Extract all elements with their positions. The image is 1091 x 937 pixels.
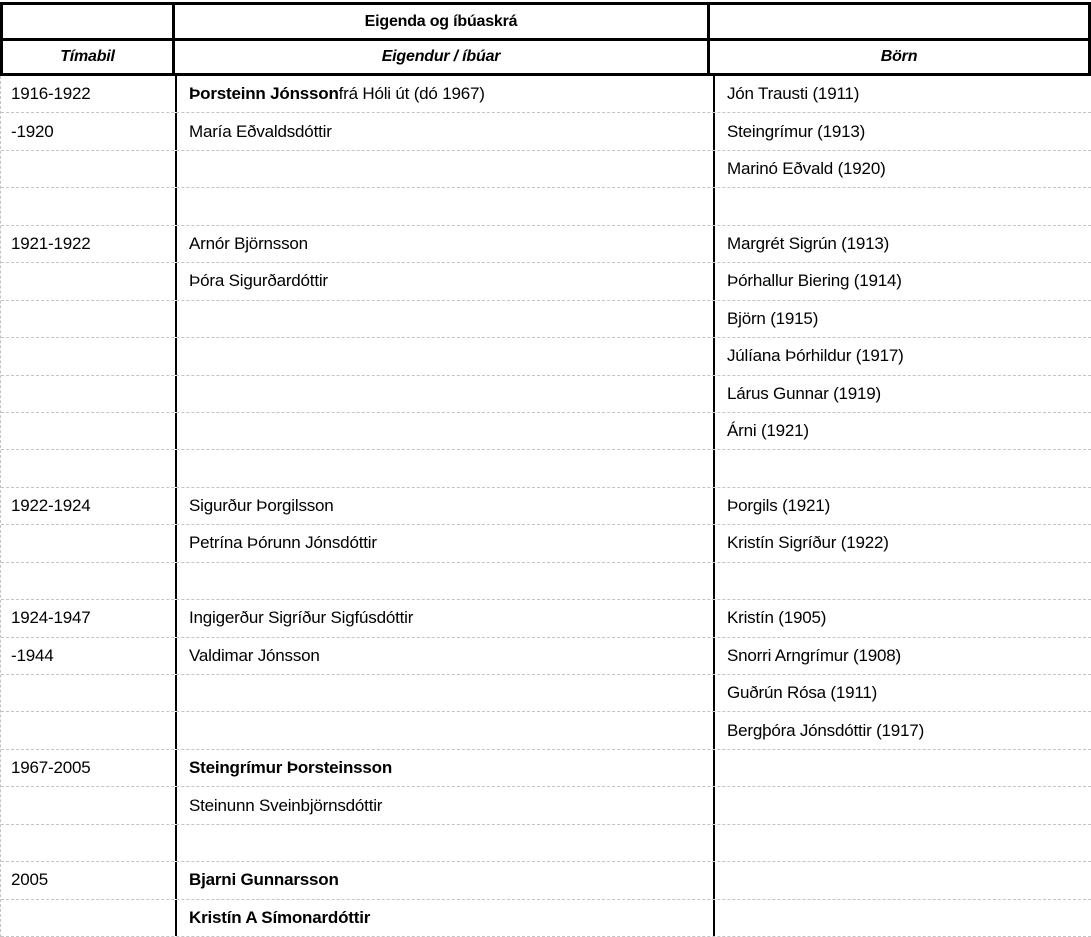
table-row	[1, 113, 1091, 150]
cell-born[interactable]	[713, 263, 1091, 299]
cell-timabil[interactable]	[1, 525, 175, 561]
child-name: Árni (1921)	[727, 421, 809, 441]
cell-timabil[interactable]	[1, 188, 175, 224]
cell-born[interactable]	[713, 563, 1091, 599]
period-text: 2005	[11, 870, 49, 890]
owner-name: Valdimar Jónsson	[189, 645, 320, 665]
table-row	[1, 188, 1091, 225]
cell-born[interactable]	[713, 525, 1091, 561]
cell-timabil[interactable]	[1, 600, 175, 636]
cell-eigendur[interactable]	[175, 563, 713, 599]
cell-eigendur[interactable]	[175, 263, 713, 299]
cell-born[interactable]	[713, 712, 1091, 748]
cell-born[interactable]	[713, 900, 1091, 936]
table-row	[1, 900, 1091, 937]
table-row	[1, 488, 1091, 525]
owner-name: María Eðvaldsdóttir	[189, 121, 332, 141]
cell-eigendur[interactable]	[175, 76, 713, 112]
cell-born[interactable]	[713, 862, 1091, 898]
table-row	[1, 376, 1091, 413]
cell-timabil[interactable]	[1, 675, 175, 711]
table-row	[1, 450, 1091, 487]
cell-timabil[interactable]	[1, 338, 175, 374]
cell-eigendur[interactable]	[175, 113, 713, 149]
cell-timabil[interactable]	[1, 76, 175, 112]
owner-name: Sigurður Þorgilsson	[189, 496, 334, 516]
cell-eigendur[interactable]	[175, 450, 713, 486]
cell-eigendur[interactable]	[175, 338, 713, 374]
cell-born[interactable]	[713, 638, 1091, 674]
child-name: Snorri Arngrímur (1908)	[727, 645, 901, 665]
cell-born[interactable]	[713, 76, 1091, 112]
column-header-eigendur[interactable]	[175, 41, 710, 73]
cell-born[interactable]	[713, 376, 1091, 412]
owner-name-bold: Þorsteinn Jónsson	[189, 84, 339, 104]
cell-eigendur[interactable]	[175, 900, 713, 936]
table-row	[1, 712, 1091, 749]
cell-timabil[interactable]	[1, 376, 175, 412]
table-row	[1, 301, 1091, 338]
cell-timabil[interactable]	[1, 787, 175, 823]
cell-born[interactable]	[713, 338, 1091, 374]
cell-eigendur[interactable]	[175, 151, 713, 187]
cell-born[interactable]	[713, 825, 1091, 861]
cell-eigendur[interactable]	[175, 188, 713, 224]
cell-born[interactable]	[713, 151, 1091, 187]
table-row	[1, 600, 1091, 637]
cell-eigendur[interactable]	[175, 600, 713, 636]
cell-timabil[interactable]	[1, 263, 175, 299]
cell-timabil[interactable]	[1, 638, 175, 674]
owner-name: Petrína Þórunn Jónsdóttir	[189, 533, 377, 553]
table-row	[1, 862, 1091, 899]
table-row	[1, 525, 1091, 562]
cell-eigendur[interactable]	[175, 750, 713, 786]
period-text: -1944	[11, 645, 54, 665]
cell-timabil[interactable]	[1, 750, 175, 786]
cell-timabil[interactable]	[1, 862, 175, 898]
child-name: Marinó Eðvald (1920)	[727, 159, 886, 179]
cell-timabil[interactable]	[1, 900, 175, 936]
cell-eigendur[interactable]	[175, 712, 713, 748]
cell-timabil[interactable]	[1, 151, 175, 187]
cell-timabil[interactable]	[1, 413, 175, 449]
table-row	[1, 638, 1091, 675]
child-name: Kristín (1905)	[727, 608, 827, 628]
table-row	[1, 675, 1091, 712]
period-text: -1920	[11, 121, 54, 141]
owner-name-bold: Kristín A Símonardóttir	[189, 907, 371, 927]
cell-timabil[interactable]	[1, 563, 175, 599]
owner-name-bold: Steingrímur Þorsteinsson	[189, 758, 393, 778]
period-text: 1967-2005	[11, 758, 91, 778]
header-blank-right-cell[interactable]	[710, 5, 1088, 41]
child-name: Þorgils (1921)	[727, 496, 831, 516]
cell-eigendur[interactable]	[175, 488, 713, 524]
cell-timabil[interactable]	[1, 113, 175, 149]
table-row	[1, 338, 1091, 375]
table-row	[1, 787, 1091, 824]
table-body	[0, 76, 1091, 937]
table-row	[1, 750, 1091, 787]
table-title: Eigenda og íbúaskrá	[364, 12, 518, 30]
cell-eigendur[interactable]	[175, 787, 713, 823]
cell-born[interactable]	[713, 301, 1091, 337]
table-row	[1, 226, 1091, 263]
cell-timabil[interactable]	[1, 450, 175, 486]
period-text: 1924-1947	[11, 608, 91, 628]
cell-timabil[interactable]	[1, 712, 175, 748]
cell-born[interactable]	[713, 675, 1091, 711]
owner-name: Steinunn Sveinbjörnsdóttir	[189, 795, 383, 815]
cell-timabil[interactable]	[1, 825, 175, 861]
period-text: 1922-1924	[11, 496, 91, 516]
table-header	[0, 2, 1091, 76]
cell-born[interactable]	[713, 750, 1091, 786]
table-title-cell[interactable]	[175, 5, 710, 41]
column-header-timabil-label: Tímabil	[60, 48, 115, 65]
table-row	[1, 76, 1091, 113]
cell-timabil[interactable]	[1, 488, 175, 524]
cell-born[interactable]	[713, 413, 1091, 449]
owner-name-bold: Bjarni Gunnarsson	[189, 870, 339, 890]
child-name: Jón Trausti (1911)	[727, 84, 860, 104]
header-blank-left-cell[interactable]	[3, 5, 175, 41]
cell-born[interactable]	[713, 488, 1091, 524]
cell-timabil[interactable]	[1, 301, 175, 337]
period-text: 1921-1922	[11, 233, 91, 253]
cell-born[interactable]	[713, 450, 1091, 486]
child-name: Lárus Gunnar (1919)	[727, 383, 882, 403]
child-name: Kristín Sigríður (1922)	[727, 533, 889, 553]
owner-name: Ingigerður Sigríður Sigfúsdóttir	[189, 608, 414, 628]
column-header-born-label: Börn	[880, 48, 918, 65]
table-row	[1, 151, 1091, 188]
cell-born[interactable]	[713, 787, 1091, 823]
child-name: Margrét Sigrún (1913)	[727, 233, 890, 253]
cell-timabil[interactable]	[1, 226, 175, 262]
cell-born[interactable]	[713, 226, 1091, 262]
child-name: Bergþóra Jónsdóttir (1917)	[727, 720, 925, 740]
table-row	[1, 413, 1091, 450]
cell-eigendur[interactable]	[175, 638, 713, 674]
child-name: Guðrún Rósa (1911)	[727, 683, 878, 703]
column-header-born[interactable]	[710, 41, 1088, 73]
table-row	[1, 263, 1091, 300]
owner-name: frá Hóli út (dó 1967)	[338, 84, 485, 104]
column-header-eigendur-label: Eigendur / íbúar	[381, 48, 501, 65]
cell-eigendur[interactable]	[175, 525, 713, 561]
cell-born[interactable]	[713, 600, 1091, 636]
cell-eigendur[interactable]	[175, 413, 713, 449]
cell-eigendur[interactable]	[175, 226, 713, 262]
cell-eigendur[interactable]	[175, 301, 713, 337]
table-row	[1, 563, 1091, 600]
column-header-timabil[interactable]	[3, 41, 175, 73]
period-text: 1916-1922	[11, 84, 91, 104]
child-name: Þórhallur Biering (1914)	[727, 271, 902, 291]
cell-born[interactable]	[713, 113, 1091, 149]
owner-name: Arnór Björnsson	[189, 233, 308, 253]
child-name: Björn (1915)	[727, 308, 819, 328]
cell-eigendur[interactable]	[175, 862, 713, 898]
child-name: Steingrímur (1913)	[727, 121, 866, 141]
child-name: Júlíana Þórhildur (1917)	[727, 346, 904, 366]
cell-eigendur[interactable]	[175, 376, 713, 412]
owner-name: Þóra Sigurðardóttir	[189, 271, 328, 291]
cell-eigendur[interactable]	[175, 675, 713, 711]
table-row	[1, 825, 1091, 862]
cell-eigendur[interactable]	[175, 825, 713, 861]
cell-born[interactable]	[713, 188, 1091, 224]
